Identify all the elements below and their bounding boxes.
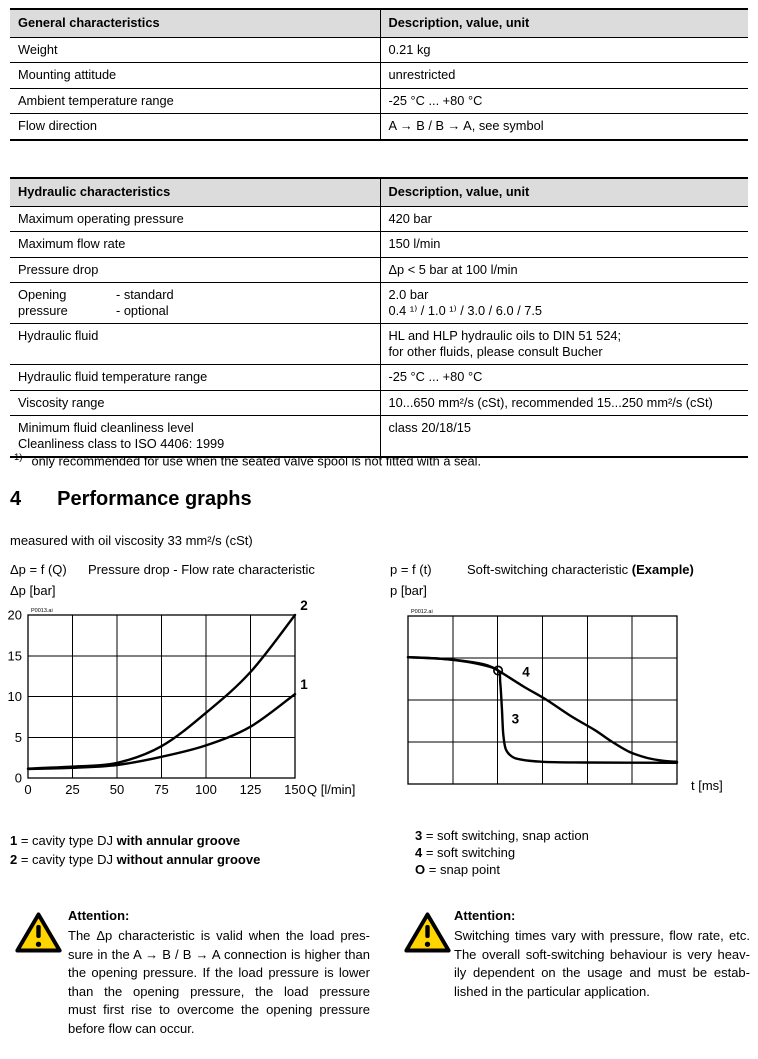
hydraulic-characteristics-table bbox=[10, 177, 748, 458]
legend-item: O = snap point bbox=[415, 862, 500, 877]
row-value-cell: 0.21 kg bbox=[380, 37, 748, 63]
row-value-cell: class 20/18/15 bbox=[380, 416, 748, 458]
attention-line: must first rise to overcome the opening pressure bbox=[68, 1002, 370, 1018]
row-value-cell: 420 bar bbox=[380, 206, 748, 232]
table-row bbox=[10, 88, 748, 114]
row-label-cell: Hydraulic fluid temperature range bbox=[10, 365, 380, 391]
warning-icon bbox=[404, 911, 451, 954]
row-value-cell: 10...650 mm²/s (cSt), recommended 15...250 mm²/s (cSt) bbox=[380, 390, 748, 416]
chart2-title: Soft-switching characteristic (Example) bbox=[467, 562, 694, 577]
attention-line: before flow can occur. bbox=[68, 1020, 195, 1036]
svg-text:20: 20 bbox=[7, 607, 22, 623]
table-row bbox=[10, 283, 748, 324]
attention-line: Switching times vary with pressure, flow rate, etc. bbox=[454, 928, 750, 943]
attention-line: the opening pressure. If the load pressure is lower bbox=[68, 965, 370, 981]
row-value-cell: A → B / B → A, see symbol bbox=[380, 114, 748, 140]
chart1-title: Pressure drop - Flow rate characteristic bbox=[88, 562, 315, 577]
attention-line: The overall soft-switching behaviour is very heav- bbox=[454, 946, 750, 962]
table-header-description: Description, value, unit bbox=[380, 9, 748, 37]
table-row bbox=[10, 232, 748, 258]
table-row bbox=[10, 365, 748, 391]
row-label-cell: Ambient temperature range bbox=[10, 88, 380, 114]
table-row bbox=[10, 257, 748, 283]
row-value-cell: -25 °C ... +80 °C bbox=[380, 365, 748, 391]
row-label-cell: Weight bbox=[10, 37, 380, 63]
table-header-hydraulic: Hydraulic characteristics bbox=[10, 178, 380, 206]
chart2-title-bold: (Example) bbox=[631, 562, 694, 577]
chart2-formula: p = f (t) bbox=[390, 562, 432, 577]
row-value-cell: Δp < 5 bar at 100 l/min bbox=[380, 257, 748, 283]
legend-left bbox=[10, 831, 260, 869]
row-value-cell: 2.0 bar 0.4 ¹⁾ / 1.0 ¹⁾ / 3.0 / 6.0 / 7.5 bbox=[380, 283, 748, 324]
table-row bbox=[10, 390, 748, 416]
legend-item: 2 = cavity type DJ without annular groove bbox=[10, 852, 261, 867]
table-row bbox=[10, 37, 748, 63]
pressure-drop-chart bbox=[0, 597, 380, 822]
svg-text:100: 100 bbox=[195, 782, 217, 797]
svg-text:1: 1 bbox=[300, 677, 308, 693]
row-label-cell: Minimum fluid cleanliness level Cleanliness class to ISO 4406: 1999 bbox=[18, 420, 225, 451]
chart1-ylabel: Δp [bar] bbox=[10, 583, 56, 598]
footnote-text: only recommended for use when the seated valve spool is not fitted with a seal. bbox=[31, 453, 482, 469]
svg-text:P0013.ai: P0013.ai bbox=[31, 608, 53, 614]
table-row bbox=[10, 416, 748, 458]
row-label-cell: Maximum operating pressure bbox=[10, 206, 380, 232]
general-characteristics-table bbox=[10, 8, 748, 141]
row-label-cell: Maximum flow rate bbox=[10, 232, 380, 258]
attention-title-left: Attention: bbox=[68, 908, 130, 923]
section-heading bbox=[10, 488, 252, 511]
attention-title-right: Attention: bbox=[454, 908, 516, 923]
attention-text-left bbox=[68, 927, 370, 1039]
svg-text:5: 5 bbox=[14, 729, 22, 745]
svg-text:2: 2 bbox=[300, 598, 308, 614]
table-header-description: Description, value, unit bbox=[380, 178, 748, 206]
row-label-cell: Hydraulic fluid bbox=[10, 324, 380, 365]
svg-text:25: 25 bbox=[65, 782, 80, 797]
row-label-cell: Mounting attitude bbox=[10, 63, 380, 89]
warning-icon bbox=[15, 911, 62, 954]
table-header-row bbox=[10, 178, 748, 206]
footnote-marker: 1) bbox=[14, 452, 23, 463]
svg-text:t [ms]: t [ms] bbox=[691, 778, 723, 793]
page-title: Performance graphs bbox=[57, 488, 252, 510]
legend-item: 4 = soft switching bbox=[415, 845, 516, 860]
row-value-cell: 150 l/min bbox=[380, 232, 748, 258]
soft-switching-chart bbox=[380, 597, 758, 822]
legend-item: 1 = cavity type DJ with annular groove bbox=[10, 833, 241, 848]
footnote bbox=[14, 452, 481, 468]
row-label-cell: Flow direction bbox=[18, 118, 97, 133]
svg-text:125: 125 bbox=[239, 782, 262, 797]
table-row bbox=[10, 63, 748, 89]
table-header-general: General characteristics bbox=[10, 9, 380, 37]
section-number: 4 bbox=[10, 488, 22, 510]
svg-text:P0012.ai: P0012.ai bbox=[411, 609, 433, 615]
table-row bbox=[10, 206, 748, 232]
table-row bbox=[10, 324, 748, 365]
attention-line: sure in the A → B / B → A connection is higher than bbox=[68, 946, 370, 962]
table-header-row bbox=[10, 9, 748, 37]
chart2-ylabel: p [bar] bbox=[390, 583, 427, 598]
row-label-cell: Viscosity range bbox=[10, 390, 380, 416]
legend-item: 3 = soft switching, snap action bbox=[415, 828, 589, 843]
svg-text:4: 4 bbox=[522, 664, 530, 680]
row-label-cell: Pressure drop bbox=[10, 257, 380, 283]
attention-line: ily dependent on the usage and must be estab- bbox=[454, 965, 750, 981]
measurement-note: measured with oil viscosity 33 mm²/s (cSt) bbox=[10, 533, 253, 548]
table-row bbox=[10, 114, 748, 140]
svg-text:Q [l/min]: Q [l/min] bbox=[307, 782, 356, 797]
row-value-cell: unrestricted bbox=[380, 63, 748, 89]
attention-line: lished in the particular application. bbox=[454, 983, 650, 999]
svg-text:3: 3 bbox=[511, 711, 520, 727]
legend-right bbox=[415, 827, 589, 878]
row-value-cell: -25 °C ... +80 °C bbox=[380, 88, 748, 114]
svg-text:50: 50 bbox=[109, 782, 125, 797]
row-label-cell: Opening pressure - standard - optional bbox=[10, 283, 380, 324]
svg-text:0: 0 bbox=[14, 770, 22, 786]
svg-text:10: 10 bbox=[7, 689, 22, 704]
svg-text:150: 150 bbox=[284, 782, 306, 797]
attention-line: The Δp characteristic is valid when the load pres- bbox=[68, 928, 370, 943]
svg-text:15: 15 bbox=[7, 648, 22, 664]
attention-line: than the opening pressure, the load pressure bbox=[68, 983, 370, 999]
attention-text-right bbox=[454, 927, 750, 1001]
svg-text:0: 0 bbox=[24, 782, 32, 797]
svg-text:75: 75 bbox=[154, 782, 169, 797]
row-value-cell: HL and HLP hydraulic oils to DIN 51 524; for other fluids, please consult Bucher bbox=[380, 324, 748, 365]
chart1-formula: Δp = f (Q) bbox=[10, 562, 67, 577]
